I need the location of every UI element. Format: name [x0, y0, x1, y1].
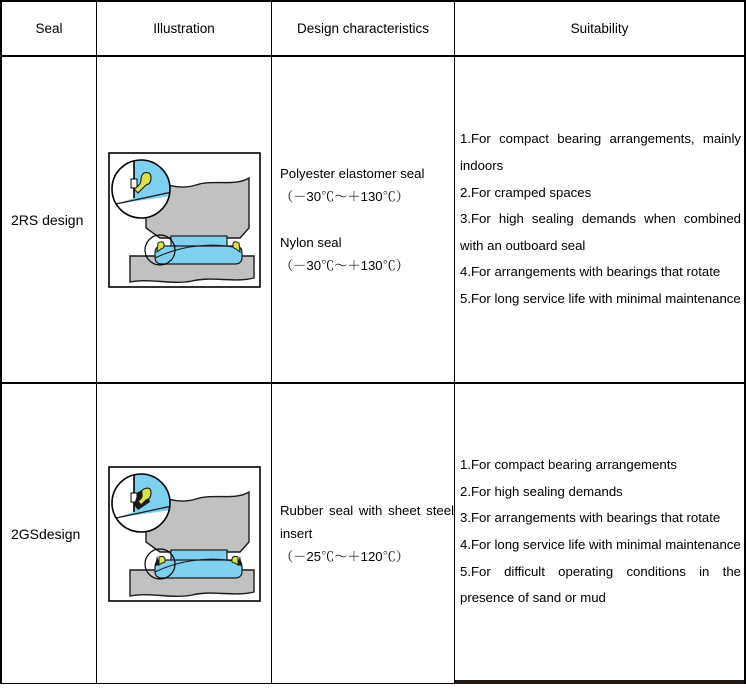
design-temperature-range: （－30℃～＋130℃） — [280, 258, 409, 273]
design-material: Nylon seal — [280, 235, 342, 250]
suitability-item: 5.For difficult operating conditions in the presence of sand or mud — [460, 563, 741, 606]
design-material: Rubber seal with sheet steel insert — [280, 503, 454, 541]
suitability-item: 5.For long service life with minimal maintenance — [460, 290, 741, 306]
col-header-design-characteristics-label: Design characteristics — [296, 21, 430, 36]
col-header-design-characteristics — [272, 2, 455, 57]
seal-name-2rs — [2, 57, 97, 384]
design-characteristics-2gs — [272, 384, 455, 684]
col-header-suitability — [455, 2, 744, 57]
illustration-cell-2rs — [97, 57, 272, 384]
bearing-outer-ring — [155, 560, 242, 578]
suitability-list-2rs — [455, 57, 744, 384]
seal-name-2gs-label: 2GSdesign — [11, 525, 81, 542]
suitability-item: 2.For high sealing demands — [460, 483, 623, 499]
col-header-suitability-label: Suitability — [570, 21, 629, 36]
design-temperature-range: （－25℃～＋120℃） — [280, 549, 409, 564]
design-item — [280, 499, 454, 568]
suitability-item: 3.For arrangements with bearings that rotate — [460, 510, 721, 526]
design-item — [280, 231, 454, 277]
illustration-cell-2gs — [97, 384, 272, 684]
bearing-seal-illustration-2rs — [108, 152, 261, 288]
bearing-seal-illustration-2gs — [108, 466, 261, 602]
suitability-item: 4.For arrangements with bearings that rotate — [460, 264, 721, 280]
seal-name-2gs — [2, 384, 97, 684]
design-item — [280, 162, 454, 208]
col-header-seal-label: Seal — [35, 21, 63, 36]
design-temperature-range: （－30℃～＋130℃） — [280, 189, 409, 204]
seal-name-2rs-label: 2RS design — [11, 211, 84, 228]
suitability-item: 1.For compact bearing arrangements, mainly indoors — [460, 131, 741, 174]
bearing-outer-ring — [155, 246, 242, 264]
suitability-list-2gs — [455, 384, 744, 684]
design-material: Polyester elastomer seal — [280, 166, 425, 181]
suitability-item: 2.For cramped spaces — [460, 184, 592, 200]
design-characteristics-2rs — [272, 57, 455, 384]
col-header-illustration — [97, 2, 272, 57]
col-header-seal — [2, 2, 97, 57]
suitability-item: 1.For compact bearing arrangements — [460, 457, 677, 473]
suitability-item: 4.For long service life with minimal maintenance — [460, 537, 741, 552]
col-header-illustration-label: Illustration — [153, 21, 215, 36]
suitability-item: 3.For high sealing demands when combined with an outboard seal — [460, 211, 741, 253]
